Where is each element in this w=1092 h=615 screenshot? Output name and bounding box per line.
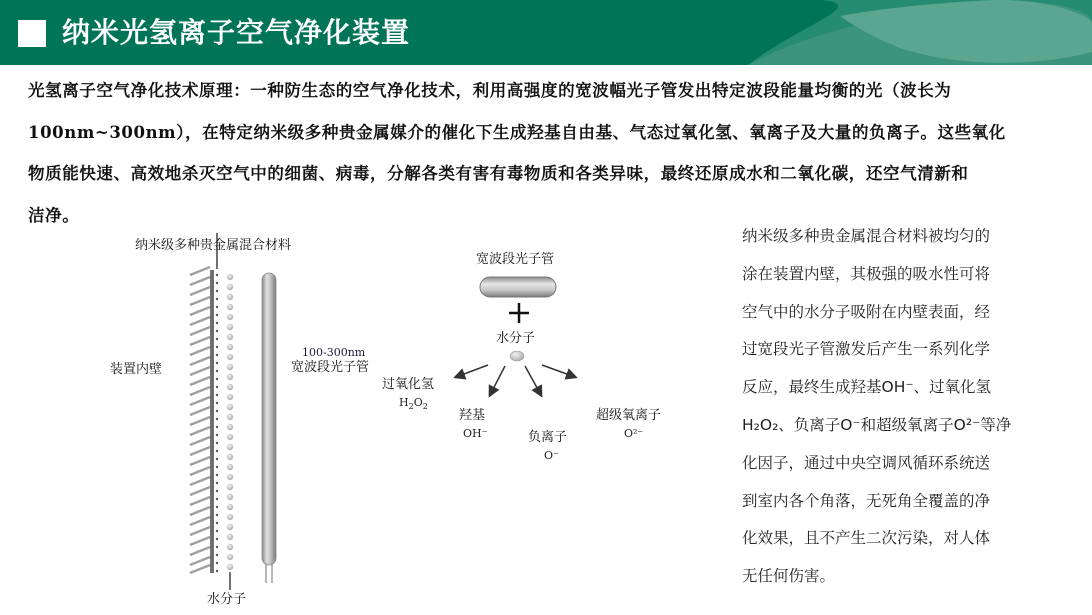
product-h2o2-name: 过氧化氢 [382,377,435,392]
tube-left-label: 宽波段光子管 [291,360,370,375]
tube-top-label: 宽波段光子管 [476,252,555,267]
explanation-text [742,218,1022,596]
principle-paragraph [28,70,1048,236]
intro-line: 光氢离子空气净化技术原理：一种防生态的空气净化技术，利用高强度的宽波幅光子管发出特定波段能量均衡的光（波长为 [28,81,952,100]
title-banner [0,0,1092,65]
product-superoxide-formula: O²⁻ [624,427,644,440]
product-hydroxyl-formula: OH⁻ [463,427,488,440]
side-line: 涂在装置内壁，其极强的吸水性可将 [742,264,991,283]
intro-line: 物质能快速、高效地杀灭空气中的细菌、病毒，分解各类有害有毒物质和各类异味，最终还原成水和二氧化碳，还空气清新和 [28,164,969,183]
page-title: 纳米光氢离子空气净化装置 [62,16,411,49]
side-line: 纳米级多种贵金属混合材料被均匀的 [742,227,991,245]
side-line: 化效果，且不产生二次污染，对人体 [742,529,991,548]
side-line: 到室内各个角落，无死角全覆盖的净 [742,491,991,510]
title-square-icon [18,20,46,47]
intro-line: 100nm~300nm），在特定纳米级多种贵金属媒介的催化下生成羟基自由基、气态过氧化氢、氧离子及大量的负离子。这些氧化 [28,122,1006,142]
product-h2o2-formula: $H_2O_2$ [399,396,428,412]
water-center-label: 水分子 [496,331,536,346]
purification-diagram [0,225,720,615]
device-wall [210,270,214,573]
product-anion-formula: O⁻ [544,449,559,462]
side-line: H₂O₂、负离子O⁻和超级氧离子O²⁻等净 [742,415,1012,434]
intro-line: 洁净。 [28,205,80,225]
water-bottom-label: 水分子 [207,592,247,607]
side-line: 反应，最终生成羟基OH⁻、过氧化氢 [742,378,992,397]
material-label: 纳米级多种贵金属混合材料 [135,238,292,253]
side-line: 空气中的水分子吸附在内壁表面，经 [742,302,991,321]
side-line: 无任何伤害。 [742,567,836,586]
side-line: 过宽段光子管激发后产生一系列化学 [742,340,991,359]
wall-label: 装置内壁 [110,362,163,377]
side-line: 化因子，通过中央空调风循环系统送 [742,453,991,472]
product-anion-name: 负离子 [528,430,568,445]
product-hydroxyl-name: 羟基 [459,408,486,423]
product-superoxide-name: 超级氧离子 [596,408,662,423]
wavelength-label: 100-300nm [302,346,366,359]
